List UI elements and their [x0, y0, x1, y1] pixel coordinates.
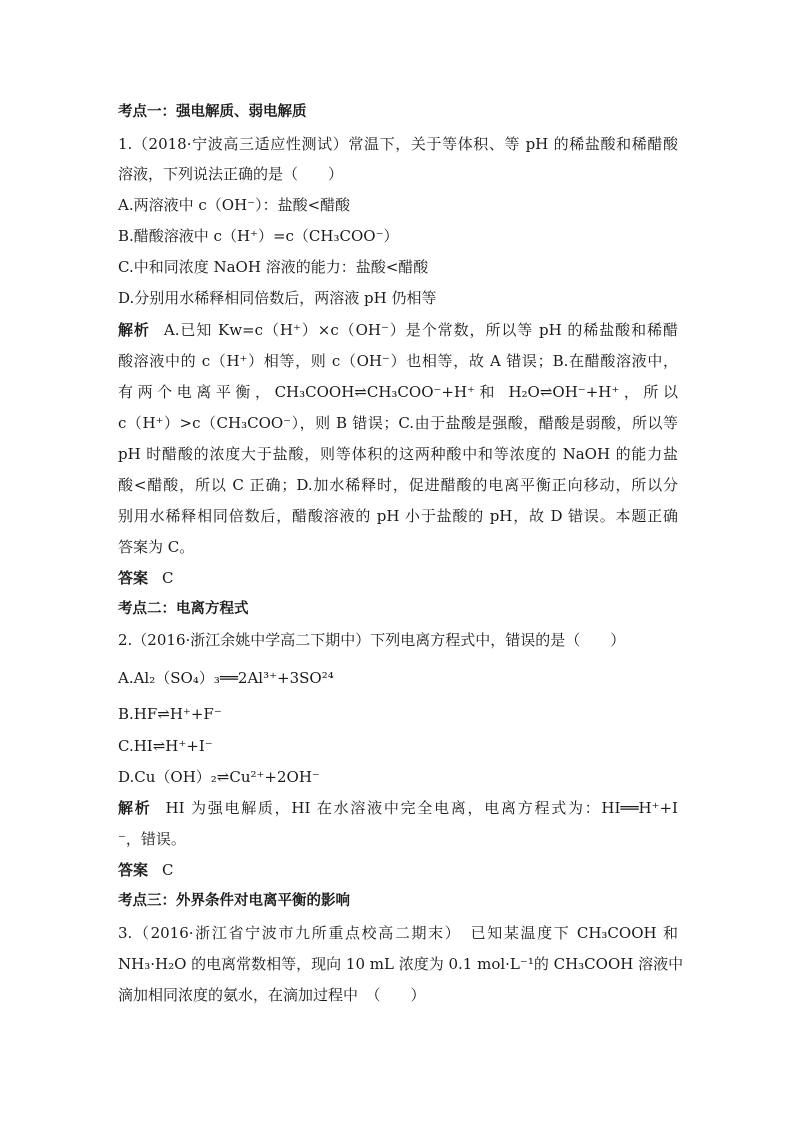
- question1-text-line2: 溶液，下列说法正确的是（ ）: [118, 165, 344, 183]
- answer-label: 答案: [118, 569, 149, 587]
- question2-option-b: B.HF⇌H⁺+F⁻: [118, 705, 222, 723]
- question1-analysis-line3: 有两个电离平衡，CH₃COOH⇌CH₃COO⁻+H⁺和 H₂O⇌OH⁻+H⁺，所以: [118, 383, 678, 401]
- question1-answer: [118, 568, 678, 588]
- analysis-text: HI 为强电解质，HI 在水溶液中完全电离，电离方程式为：HI══H⁺+I: [165, 799, 678, 817]
- analysis-text: A.已知 Kw=c（H⁺）×c（OH⁻）是个常数，所以等 pH 的稀盐酸和稀醋: [163, 321, 678, 339]
- question1-analysis-line8: 答案为 C。: [118, 538, 195, 556]
- question1-analysis-line4: c（H⁺）>c（CH₃COO⁻），则 B 错误；C.由于盐酸是强酸，醋酸是弱酸，所以等: [118, 414, 678, 432]
- question3-text-line1: 3.（2016·浙江省宁波市九所重点校高二期末） 已知某温度下 CH₃COOH 和: [118, 924, 678, 942]
- question1-analysis-line5: pH 时醋酸的浓度大于盐酸，则等体积的这两种酸中和等浓度的 NaOH 的能力盐: [118, 445, 678, 463]
- section1-heading: 考点一：强电解质、弱电解质: [118, 104, 307, 120]
- question3-text-line3: 滴加相同浓度的氨水，在滴加过程中 （ ）: [118, 986, 426, 1004]
- question1-analysis-line6: 酸<醋酸，所以 C 正确；D.加水稀释时，促进醋酸的电离平衡正向移动，所以分: [118, 476, 678, 494]
- question1-analysis-line7: 别用水稀释相同倍数后，醋酸溶液的 pH 小于盐酸的 pH，故 D 错误。本题正确: [118, 507, 678, 525]
- section3-heading: 考点三：外界条件对电离平衡的影响: [118, 893, 350, 909]
- answer-value: C: [162, 569, 174, 587]
- answer-value: C: [162, 861, 174, 879]
- question1-text-line1: 1.（2018·宁波高三适应性测试）常温下，关于等体积、等 pH 的稀盐酸和稀醋酸: [118, 135, 678, 153]
- question1-option-b: B.醋酸溶液中 c（H⁺）=c（CH₃COO⁻）: [118, 227, 399, 245]
- analysis-label: 解析: [118, 799, 152, 817]
- answer-label: 答案: [118, 861, 149, 879]
- question1-option-c: C.中和同浓度 NaOH 溶液的能力：盐酸<醋酸: [118, 258, 429, 276]
- question1-option-a: A.两溶液中 c（OH⁻）：盐酸<醋酸: [118, 196, 351, 214]
- question1-option-d: D.分别用水稀释相同倍数后，两溶液 pH 仍相等: [118, 289, 437, 307]
- question1-analysis-line1: [118, 320, 678, 340]
- question2-option-c: C.HI⇌H⁺+I⁻: [118, 737, 213, 755]
- question2-analysis-line1: [118, 798, 678, 818]
- section2-heading: 考点二：电离方程式: [118, 601, 249, 617]
- question2-option-d: D.Cu（OH）₂⇌Cu²⁺+2OH⁻: [118, 768, 320, 786]
- question2-analysis-line2: ⁻，错误。: [118, 830, 186, 848]
- question2-answer: [118, 860, 678, 880]
- question2-option-a: A.Al₂（SO₄）₃══2Al³⁺+3SO²⁴: [118, 669, 334, 687]
- question3-text-line2: NH₃·H₂O 的电离常数相等，现向 10 mL 浓度为 0.1 mol·L⁻¹的 CH₃COOH 溶液中: [118, 955, 684, 973]
- analysis-label: 解析: [118, 321, 150, 339]
- question1-analysis-line2: 酸溶液中的 c（H⁺）相等，则 c（OH⁻）也相等，故 A 错误；B.在醋酸溶液中，: [118, 352, 678, 370]
- question2-text: 2.（2016·浙江余姚中学高二下期中）下列电离方程式中，错误的是（ ）: [118, 631, 626, 649]
